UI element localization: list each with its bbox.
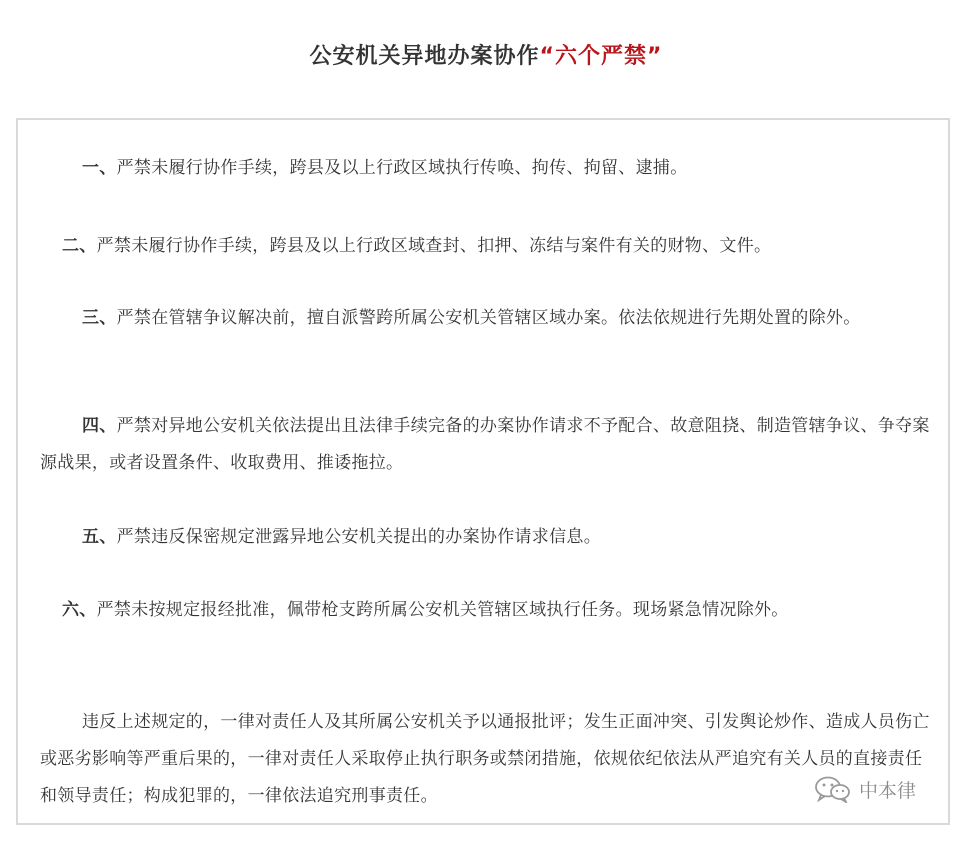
rule-paragraph-2 bbox=[40, 228, 932, 265]
rule-number: 三、 bbox=[82, 308, 117, 328]
rule-number: 六、 bbox=[62, 600, 97, 620]
rule-text: 严禁未履行协作手续，跨县及以上行政区域查封、扣押、冻结与案件有关的财物、文件。 bbox=[96, 236, 772, 256]
rule-text: 严禁对异地公安机关依法提出且法律手续完备的办案协作请求不予配合、故意阻挠、制造管辖争议、争夺案源战果，或者设置条件、收取费用、推诿拖拉。 bbox=[40, 416, 930, 473]
watermark bbox=[811, 775, 918, 803]
page-title bbox=[0, 40, 972, 74]
rule-number: 二、 bbox=[62, 236, 97, 256]
rule-paragraph-5 bbox=[40, 519, 932, 556]
wechat-icon bbox=[813, 775, 853, 803]
rule-text: 严禁在管辖争议解决前，擅自派警跨所属公安机关管辖区域办案。依法依规进行先期处置的除外。 bbox=[116, 308, 861, 328]
rule-paragraph-6 bbox=[40, 592, 932, 629]
closing-paragraph: 违反上述规定的，一律对责任人及其所属公安机关予以通报批评；发生正面冲突、引发舆论炒作、造成人员伤亡或恶劣影响等严重后果的，一律对责任人采取停止执行职务或禁闭措施，依规依纪依法从严追究有关人员的直接责任和领导责任；构成犯罪的，一律依法追究刑事责任。 bbox=[40, 712, 930, 806]
rule-paragraph-4 bbox=[40, 408, 932, 482]
title-prefix: 公安机关异地办案协作 bbox=[309, 44, 540, 69]
rule-number: 四、 bbox=[82, 416, 117, 436]
content-box bbox=[16, 118, 950, 825]
watermark-text: 中本律 bbox=[858, 779, 916, 802]
rule-text: 严禁违反保密规定泄露异地公安机关提出的办案协作请求信息。 bbox=[116, 527, 602, 547]
rule-text: 严禁未按规定报经批准，佩带枪支跨所属公安机关管辖区域执行任务。现场紧急情况除外。 bbox=[96, 600, 789, 620]
rule-paragraph-1 bbox=[40, 150, 932, 187]
rule-paragraph-3 bbox=[40, 300, 932, 337]
title-highlight: “六个严禁” bbox=[539, 44, 663, 69]
rule-number: 一、 bbox=[82, 158, 117, 178]
rule-number: 五、 bbox=[82, 527, 117, 547]
rule-text: 严禁未履行协作手续，跨县及以上行政区域执行传唤、拘传、拘留、逮捕。 bbox=[116, 158, 688, 178]
